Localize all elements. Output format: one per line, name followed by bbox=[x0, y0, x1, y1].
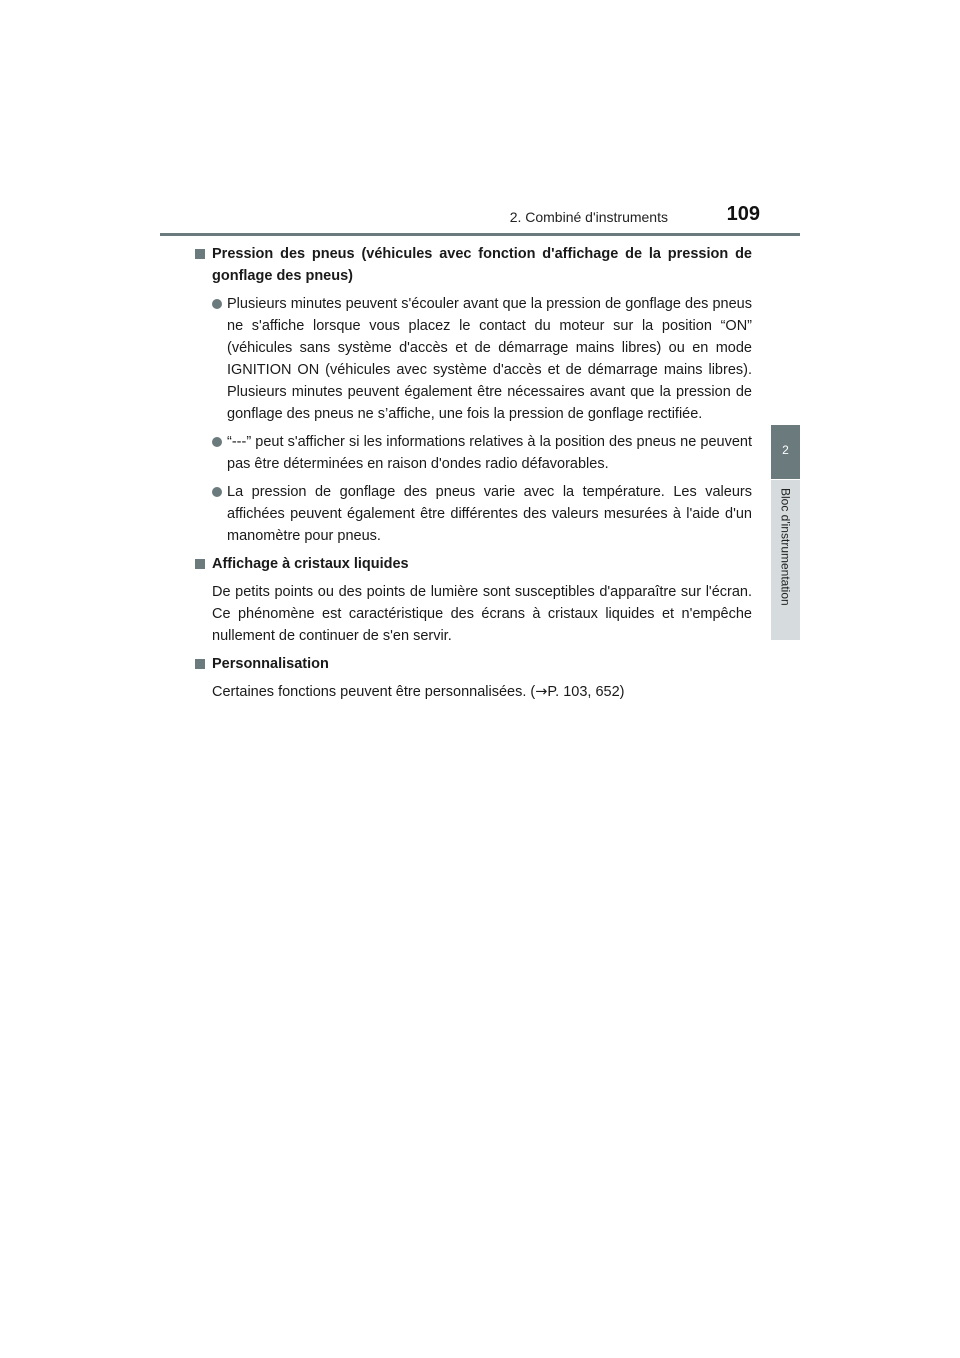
section-title-text: Personnalisation bbox=[212, 656, 329, 672]
paragraph: De petits points ou des points de lumière sont susceptibles d'apparaître sur l'écran. Ce phénomène est caractéristique des écrans à cristaux liquides et n'empêche nullement de continuer de s'en servir. bbox=[212, 584, 752, 644]
paragraph-text: Certaines fonctions peuvent être personnalisées. ( bbox=[212, 684, 536, 700]
square-bullet-icon bbox=[195, 559, 205, 569]
page-reference-link[interactable]: P. 103, 652) bbox=[547, 684, 625, 700]
section-lcd bbox=[212, 553, 752, 647]
paragraph bbox=[212, 681, 752, 703]
header-rule bbox=[160, 233, 800, 236]
side-tab-label bbox=[771, 480, 800, 640]
section-tire-pressure bbox=[212, 243, 752, 547]
page-header bbox=[160, 200, 800, 236]
list-item bbox=[212, 293, 752, 425]
side-tab-number-text: 2 bbox=[782, 443, 789, 457]
section-title-text: Affichage à cristaux liquides bbox=[212, 556, 409, 572]
section-title bbox=[194, 553, 752, 575]
list-item-text: Plusieurs minutes peuvent s'écouler avant que la pression de gonflage des pneus ne s'affiche lorsque vous placez le contact du moteur sur la position “ON” (véhicules sans système d'accès et de démarrage mains libres) ou en mode IGNITION ON (véhicules avec système d'accès et de démarrage mains libres). Plusieurs minutes peuvent également être nécessaires avant que la pression de gonflage des pneus ne s’affiche, une fois la pression de gonflage rectifiée. bbox=[227, 296, 752, 422]
list-item bbox=[212, 481, 752, 547]
list-item-text: La pression de gonflage des pneus varie avec la température. Les valeurs affichées peuvent également être différentes des valeurs mesurées à l'aide d'un manomètre pour pneus. bbox=[227, 484, 752, 544]
list-item bbox=[212, 431, 752, 475]
section-title bbox=[194, 653, 752, 675]
circle-bullet-icon bbox=[212, 487, 222, 497]
side-tab-number bbox=[771, 425, 800, 479]
chapter-title: 2. Combiné d'instruments bbox=[509, 209, 668, 225]
square-bullet-icon bbox=[195, 249, 205, 259]
list-item-text: “---” peut s'afficher si les informations relatives à la position des pneus ne peuvent pas être déterminées en raison d'ondes radio défavorables. bbox=[227, 434, 752, 472]
page-number: 109 bbox=[726, 203, 760, 225]
circle-bullet-icon bbox=[212, 437, 222, 447]
circle-bullet-icon bbox=[212, 299, 222, 309]
square-bullet-icon bbox=[195, 659, 205, 669]
section-title-text: Pression des pneus (véhicules avec fonction d'affichage de la pression de gonflage des pneus) bbox=[212, 246, 752, 284]
section-customization bbox=[212, 653, 752, 703]
page-content bbox=[212, 243, 752, 709]
arrow-right-icon: → bbox=[535, 684, 548, 700]
side-tab-label-text: Bloc d'instrumentation bbox=[778, 488, 793, 606]
section-title bbox=[194, 243, 752, 287]
